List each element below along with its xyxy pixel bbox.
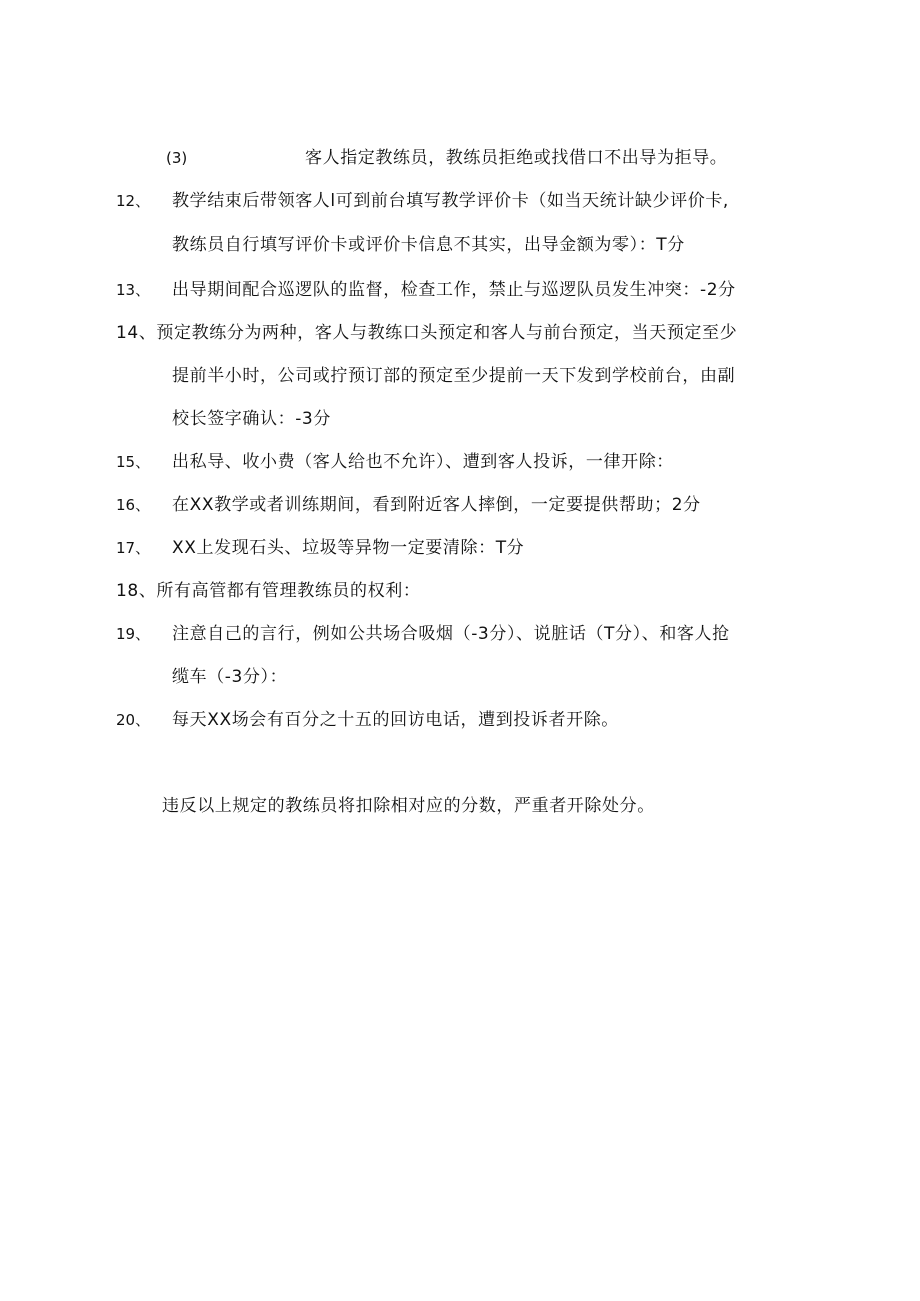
item-19-number: 19、 xyxy=(116,625,151,643)
item-3-text: 客人指定教练员，教练员拒绝或找借口不出导为拒导。 xyxy=(305,148,728,168)
item-12-line-1: 教学结束后带领客人l可到前台填写教学评价卡（如当天统计缺少评价卡, xyxy=(172,191,729,211)
item-12-line-2: 教练员自行填写评价卡或评价卡信息不其实，出导金额为零）：T分 xyxy=(172,235,685,255)
item-20-number: 20、 xyxy=(116,711,151,729)
item-14-line-3: 校长签字确认：-3分 xyxy=(172,409,331,429)
item-13-number: 13、 xyxy=(116,281,151,299)
item-12-number: 12、 xyxy=(116,192,151,210)
item-15-number: 15、 xyxy=(116,453,151,471)
item-3-label: (3) xyxy=(166,149,188,167)
item-14-line-2: 提前半小时，公司或拧预订部的预定至少提前一天下发到学校前台，由副 xyxy=(172,366,736,386)
item-18-line-1: 18、所有高管都有管理教练员的权利： xyxy=(116,581,421,601)
item-17-line-1: XX上发现石头、垃圾等异物一定要清除：T分 xyxy=(172,538,525,558)
item-16-line-1: 在XX教学或者训练期间，看到附近客人摔倒，一定要提供帮助；2分 xyxy=(172,495,701,515)
item-19-line-2: 缆车（-3分）： xyxy=(172,667,288,687)
item-15-line-1: 出私导、收小费（客人给也不允许）、遭到客人投诉，一律开除： xyxy=(172,452,674,472)
item-17-number: 17、 xyxy=(116,539,151,557)
item-19-line-1: 注意自己的言行，例如公共场合吸烟（-3分）、说脏话（T分）、和客人抢 xyxy=(172,624,730,644)
footer-note: 违反以上规定的教练员将扣除相对应的分数，严重者开除处分。 xyxy=(162,796,655,816)
item-20-line-1: 每天XX场会有百分之十五的回访电话，遭到投诉者开除。 xyxy=(172,710,619,730)
item-14-line-1: 14、预定教练分为两种，客人与教练口头预定和客人与前台预定，当天预定至少 xyxy=(116,323,738,343)
item-16-number: 16、 xyxy=(116,496,151,514)
item-13-line-1: 出导期间配合巡逻队的监督，检查工作，禁止与巡逻队员发生冲突：-2分 xyxy=(172,280,736,300)
